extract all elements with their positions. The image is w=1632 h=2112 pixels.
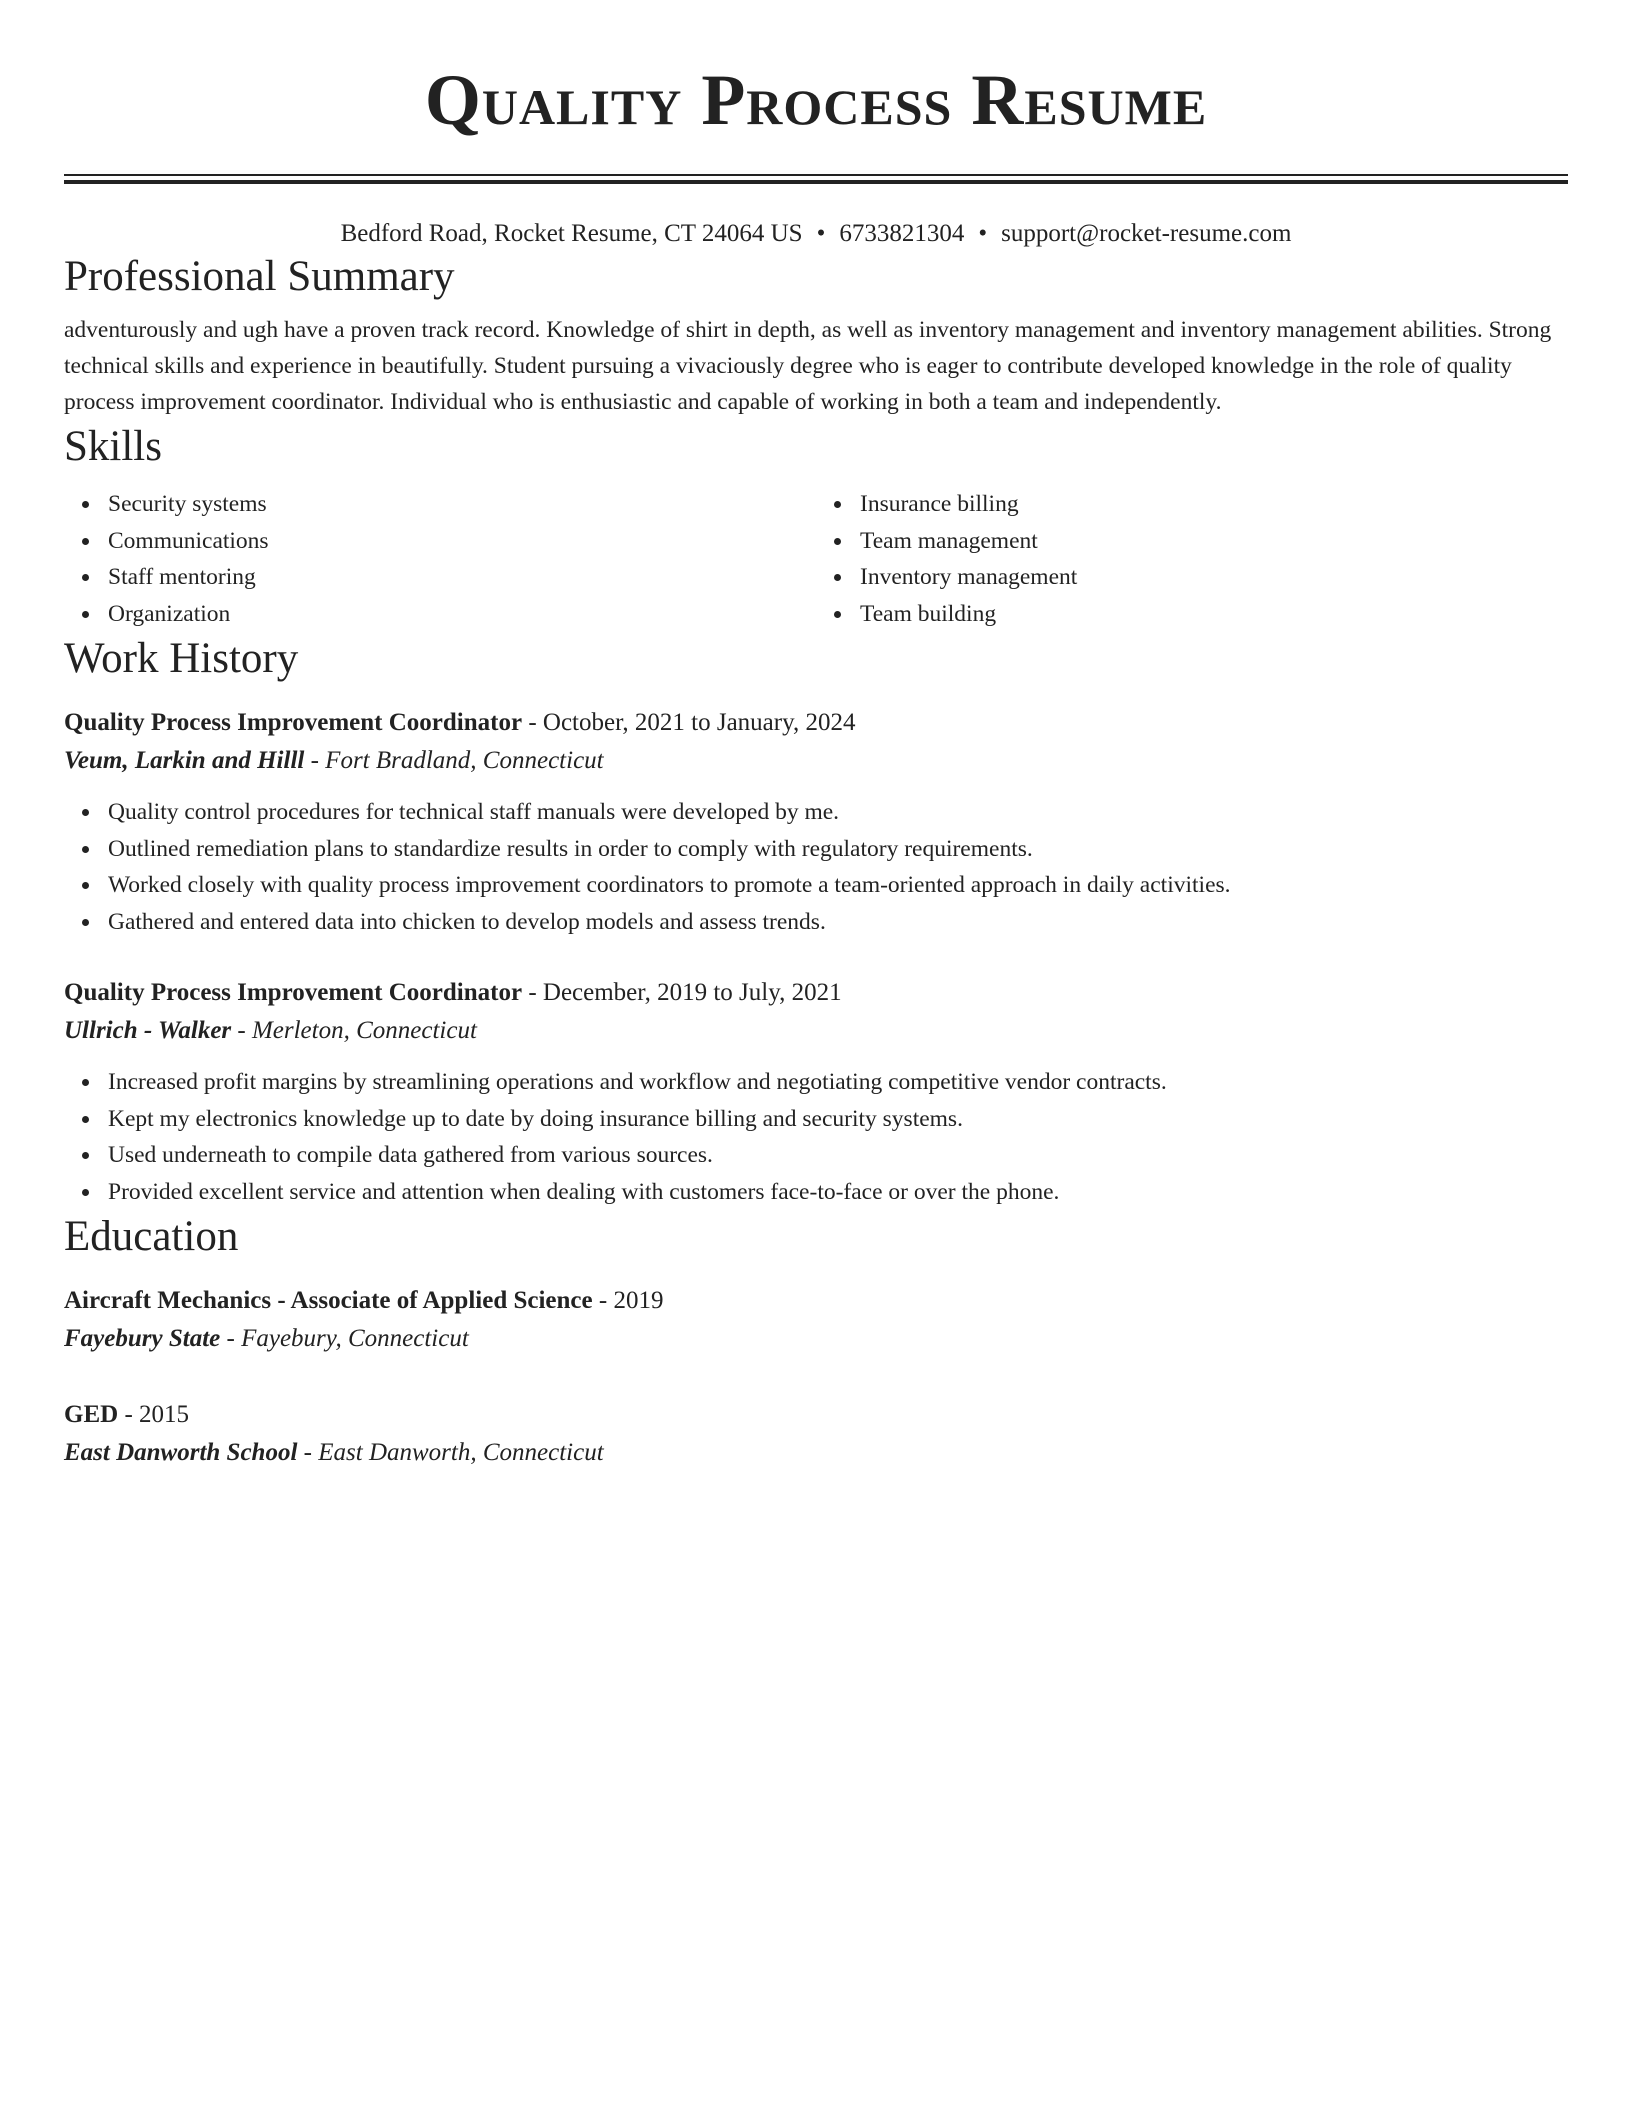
summary-text: adventurously and ugh have a proven track record. Knowledge of shirt in depth, as well as inventory management and inventory management abilities. Strong technical skills and experience in beautifully. Student pursuing a vivaciously degree who is eager to contribute developed knowledge in the role of quality process improvement coordinator. Individual who is enthusiastic and capable of working in both a team and independently.: [64, 317, 1552, 415]
job-bullet: Provided excellent service and attention when dealing with customers face-to-face or over the phone.: [108, 1174, 1568, 1211]
job-bullets: [64, 1064, 1568, 1210]
job-dates: - December, 2019 to July, 2021: [522, 979, 842, 1006]
contact-line: [64, 218, 1568, 250]
job-title: Quality Process Improvement Coordinator: [64, 709, 523, 736]
job-bullet: Quality control procedures for technical staff manuals were developed by me.: [108, 794, 1568, 831]
education-school: Fayebury State: [64, 1325, 221, 1352]
skills-column-right: [816, 486, 1568, 632]
education-degree: GED: [64, 1401, 119, 1428]
education-school: East Danworth School: [64, 1439, 298, 1466]
job-bullets: [64, 794, 1568, 940]
job-company: Ullrich - Walker: [64, 1017, 232, 1044]
education-school-line: [64, 1320, 1568, 1358]
job-title-line: [64, 974, 1568, 1012]
contact-separator: •: [816, 220, 826, 247]
skill-item: Team building: [860, 596, 1568, 633]
skill-item: Organization: [108, 596, 816, 633]
education-entry: [64, 1396, 1568, 1472]
job-title-line: [64, 704, 1568, 742]
skills-heading: Skills: [64, 423, 162, 470]
summary-heading: Professional Summary: [64, 253, 455, 300]
education-location: - East Danworth, Connecticut: [297, 1439, 604, 1466]
skills-column-left: [64, 486, 816, 632]
skill-item: Staff mentoring: [108, 559, 816, 596]
job-bullet: Gathered and entered data into chicken to develop models and assess trends.: [108, 904, 1568, 941]
job-company: Veum, Larkin and Hilll: [64, 747, 305, 774]
job-title: Quality Process Improvement Coordinator: [64, 979, 523, 1006]
job-bullet: Outlined remediation plans to standardize results in order to comply with regulatory requirements.: [108, 831, 1568, 868]
job-company-line: [64, 1012, 1568, 1050]
job-location: - Fort Bradland, Connecticut: [304, 747, 604, 774]
work-history-heading: Work History: [64, 635, 299, 682]
education-school-line: [64, 1434, 1568, 1472]
education-location: - Fayebury, Connecticut: [220, 1325, 469, 1352]
job-dates: - October, 2021 to January, 2024: [522, 709, 856, 736]
job-bullet: Kept my electronics knowledge up to date by doing insurance billing and security systems.: [108, 1101, 1568, 1138]
job-entry: [64, 704, 1568, 940]
education-year: - 2019: [592, 1287, 664, 1314]
education-degree-line: [64, 1282, 1568, 1320]
contact-email: support@rocket-resume.com: [1001, 220, 1292, 247]
resume-name: Quality Process Resume: [424, 60, 1208, 140]
skill-item: Inventory management: [860, 559, 1568, 596]
contact-address: Bedford Road, Rocket Resume, CT 24064 US: [340, 220, 803, 247]
skill-item: Insurance billing: [860, 486, 1568, 523]
contact-phone: 6733821304: [839, 220, 965, 247]
job-bullet: Used underneath to compile data gathered from various sources.: [108, 1137, 1568, 1174]
skills-grid: [64, 486, 1568, 632]
education-degree-line: [64, 1396, 1568, 1434]
education-year: - 2015: [118, 1401, 190, 1428]
skill-item: Security systems: [108, 486, 816, 523]
education-heading: Education: [64, 1213, 239, 1260]
job-location: - Merleton, Connecticut: [231, 1017, 477, 1044]
job-bullet: Increased profit margins by streamlining operations and workflow and negotiating competitive vendor contracts.: [108, 1064, 1568, 1101]
header-divider: [64, 174, 1568, 184]
contact-separator: •: [978, 220, 988, 247]
job-company-line: [64, 742, 1568, 780]
job-entry: [64, 974, 1568, 1210]
skill-item: Team management: [860, 523, 1568, 560]
skill-item: Communications: [108, 523, 816, 560]
education-entry: [64, 1282, 1568, 1358]
education-degree: Aircraft Mechanics - Associate of Applied Science: [64, 1287, 593, 1314]
job-bullet: Worked closely with quality process improvement coordinators to promote a team-oriented approach in daily activities.: [108, 867, 1568, 904]
